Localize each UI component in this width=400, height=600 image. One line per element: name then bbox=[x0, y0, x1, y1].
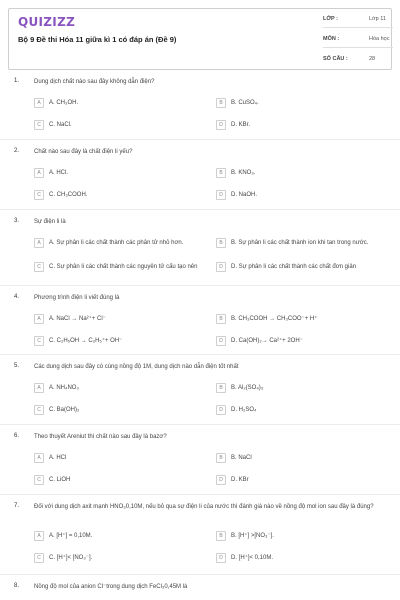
option-text: A. Sự phân li các chất thành các phân tử nhỏ hơn. bbox=[49, 240, 184, 246]
option-key-badge: D bbox=[216, 405, 226, 415]
question-text: Nồng độ mol của anion Cl⁻trong dung dịch FeCl₃0,45M là bbox=[34, 584, 188, 590]
option-b[interactable] bbox=[216, 238, 391, 250]
meta-count-row bbox=[323, 49, 393, 68]
question-divider bbox=[0, 574, 400, 575]
question-text: Dung dịch chất nào sau đây không dẫn điện? bbox=[34, 79, 155, 85]
meta-label: SỐ CÂU : bbox=[323, 56, 348, 62]
quizizz-logo: QUIZIZZ bbox=[18, 15, 76, 29]
option-a[interactable] bbox=[34, 238, 209, 250]
option-key-badge: C bbox=[34, 405, 44, 415]
meta-class-row bbox=[323, 9, 393, 28]
option-c[interactable] bbox=[34, 120, 209, 132]
option-key-badge: B bbox=[216, 98, 226, 108]
option-text: D. [H⁺]< 0,10M. bbox=[231, 555, 274, 561]
question-divider bbox=[0, 285, 400, 286]
option-d[interactable] bbox=[216, 475, 391, 487]
meta-value: 28 bbox=[369, 56, 376, 62]
option-c[interactable] bbox=[34, 405, 209, 417]
option-d[interactable] bbox=[216, 553, 391, 565]
document-title: Bộ 9 Đề thi Hóa 11 giữa kì 1 có đáp án (Đề 9) bbox=[18, 35, 177, 44]
option-key-badge: C bbox=[34, 475, 44, 485]
option-b[interactable] bbox=[216, 383, 391, 395]
option-key-badge: A bbox=[34, 168, 44, 178]
option-key-badge: D bbox=[216, 336, 226, 346]
option-text: C. CH₃COOH. bbox=[49, 192, 88, 198]
option-text: B. Al₂(SO₄)₃ bbox=[231, 385, 264, 391]
question-divider bbox=[0, 139, 400, 140]
option-text: D. KBr bbox=[231, 477, 249, 483]
option-text: C. [H⁺]< [NO₃⁻]. bbox=[49, 555, 93, 561]
question-number: 1. bbox=[14, 78, 20, 84]
option-key-badge: A bbox=[34, 314, 44, 324]
option-key-badge: C bbox=[34, 262, 44, 272]
option-key-badge: C bbox=[34, 553, 44, 563]
option-key-badge: A bbox=[34, 531, 44, 541]
option-text: C. LiOH bbox=[49, 477, 71, 483]
option-d[interactable] bbox=[216, 120, 391, 132]
meta-value: Hóa học bbox=[369, 36, 390, 42]
option-text: C. Ba(OH)₂ bbox=[49, 407, 80, 413]
question-number: 2. bbox=[14, 148, 20, 154]
option-text: A. CH₃OH. bbox=[49, 100, 79, 106]
question-divider bbox=[0, 209, 400, 210]
option-a[interactable] bbox=[34, 98, 209, 110]
question-number: 5. bbox=[14, 363, 20, 369]
option-text: B. NaCl bbox=[231, 455, 252, 461]
option-b[interactable] bbox=[216, 168, 391, 180]
question-text: Chất nào sau đây là chất điện li yếu? bbox=[34, 149, 133, 155]
question-divider bbox=[0, 494, 400, 495]
meta-subject-row bbox=[323, 29, 393, 48]
option-key-badge: A bbox=[34, 238, 44, 248]
option-key-badge: D bbox=[216, 120, 226, 130]
question-number: 4. bbox=[14, 294, 20, 300]
option-key-badge: C bbox=[34, 190, 44, 200]
option-c[interactable] bbox=[34, 262, 209, 274]
option-a[interactable] bbox=[34, 531, 209, 543]
option-text: B. Sự phân li các chất thành ion khi tan trong nước. bbox=[231, 240, 369, 246]
option-key-badge: B bbox=[216, 314, 226, 324]
option-a[interactable] bbox=[34, 314, 209, 326]
option-key-badge: B bbox=[216, 238, 226, 248]
option-key-badge: D bbox=[216, 190, 226, 200]
option-c[interactable] bbox=[34, 336, 209, 348]
meta-info bbox=[323, 9, 393, 69]
option-key-badge: B bbox=[216, 453, 226, 463]
option-text: A. [H⁺] = 0,10M. bbox=[49, 533, 93, 539]
question-text: Sự điện li là bbox=[34, 219, 66, 225]
option-text: A. HCl. bbox=[49, 170, 69, 176]
option-b[interactable] bbox=[216, 98, 391, 110]
option-key-badge: A bbox=[34, 383, 44, 393]
option-text: D. NaOH. bbox=[231, 192, 258, 198]
option-text: D. H₂SO₄ bbox=[231, 407, 257, 413]
option-c[interactable] bbox=[34, 475, 209, 487]
option-text: B. [H⁺] >[NO₃⁻]. bbox=[231, 533, 274, 539]
option-d[interactable] bbox=[216, 336, 391, 348]
option-c[interactable] bbox=[34, 553, 209, 565]
question-text: Các dung dịch sau đây có cùng nồng độ 1M, dung dịch nào dẫn điện tốt nhất bbox=[34, 364, 239, 370]
option-text: A. NaCl → Na²⁺+ Cl⁻ bbox=[49, 316, 106, 322]
document-header bbox=[8, 8, 392, 70]
option-key-badge: D bbox=[216, 553, 226, 563]
option-key-badge: A bbox=[34, 98, 44, 108]
option-key-badge: A bbox=[34, 453, 44, 463]
option-text: B. CH₃COOH → CH₃COO⁻+ H⁺ bbox=[231, 316, 318, 322]
option-text: D. Ca(OH)₂→ Ca²⁺+ 2OH⁻ bbox=[231, 338, 303, 344]
option-c[interactable] bbox=[34, 190, 209, 202]
option-key-badge: B bbox=[216, 531, 226, 541]
question-text: Phương trình điện li viết đúng là bbox=[34, 295, 120, 301]
option-text: C. Sự phân li các chất thành các nguyên tử cấu tạo nên bbox=[49, 264, 198, 270]
option-a[interactable] bbox=[34, 383, 209, 395]
option-text: C. C₂H₅OH → C₂H₅⁺+ OH⁻ bbox=[49, 338, 123, 344]
option-text: D. KBr. bbox=[231, 122, 251, 128]
question-number: 7. bbox=[14, 503, 20, 509]
question-number: 3. bbox=[14, 218, 20, 224]
option-a[interactable] bbox=[34, 168, 209, 180]
question-divider bbox=[0, 354, 400, 355]
option-b[interactable] bbox=[216, 453, 391, 465]
option-d[interactable] bbox=[216, 262, 391, 274]
option-text: B. CuSO₄. bbox=[231, 100, 259, 106]
meta-value: Lớp 11 bbox=[369, 16, 386, 22]
option-text: C. NaCl. bbox=[49, 122, 72, 128]
question-text: Đối với dung dịch axit mạnh HNO₃0,10M, nếu bỏ qua sự điện li của nước thì đánh giá nào về nồng độ mol ion sau đây là đúng? bbox=[34, 504, 374, 510]
option-a[interactable] bbox=[34, 453, 209, 465]
option-key-badge: D bbox=[216, 262, 226, 272]
question-text: Theo thuyết Areniut thì chất nào sau đây là bazơ? bbox=[34, 434, 167, 440]
option-d[interactable] bbox=[216, 405, 391, 417]
question-divider bbox=[0, 424, 400, 425]
option-b[interactable] bbox=[216, 531, 391, 543]
option-text: B. KNO₃. bbox=[231, 170, 256, 176]
option-text: D. Sự phân li các chất thành các chất đơn giản bbox=[231, 264, 357, 270]
meta-label: MÔN : bbox=[323, 36, 340, 42]
meta-label: LỚP : bbox=[323, 16, 338, 22]
option-text: A. HCl bbox=[49, 455, 67, 461]
option-key-badge: C bbox=[34, 336, 44, 346]
option-key-badge: D bbox=[216, 475, 226, 485]
question-number: 8. bbox=[14, 583, 20, 589]
option-b[interactable] bbox=[216, 314, 391, 326]
option-key-badge: B bbox=[216, 168, 226, 178]
option-key-badge: B bbox=[216, 383, 226, 393]
question-number: 6. bbox=[14, 433, 20, 439]
option-text: A. NH₄NO₃ bbox=[49, 385, 79, 391]
option-key-badge: C bbox=[34, 120, 44, 130]
option-d[interactable] bbox=[216, 190, 391, 202]
